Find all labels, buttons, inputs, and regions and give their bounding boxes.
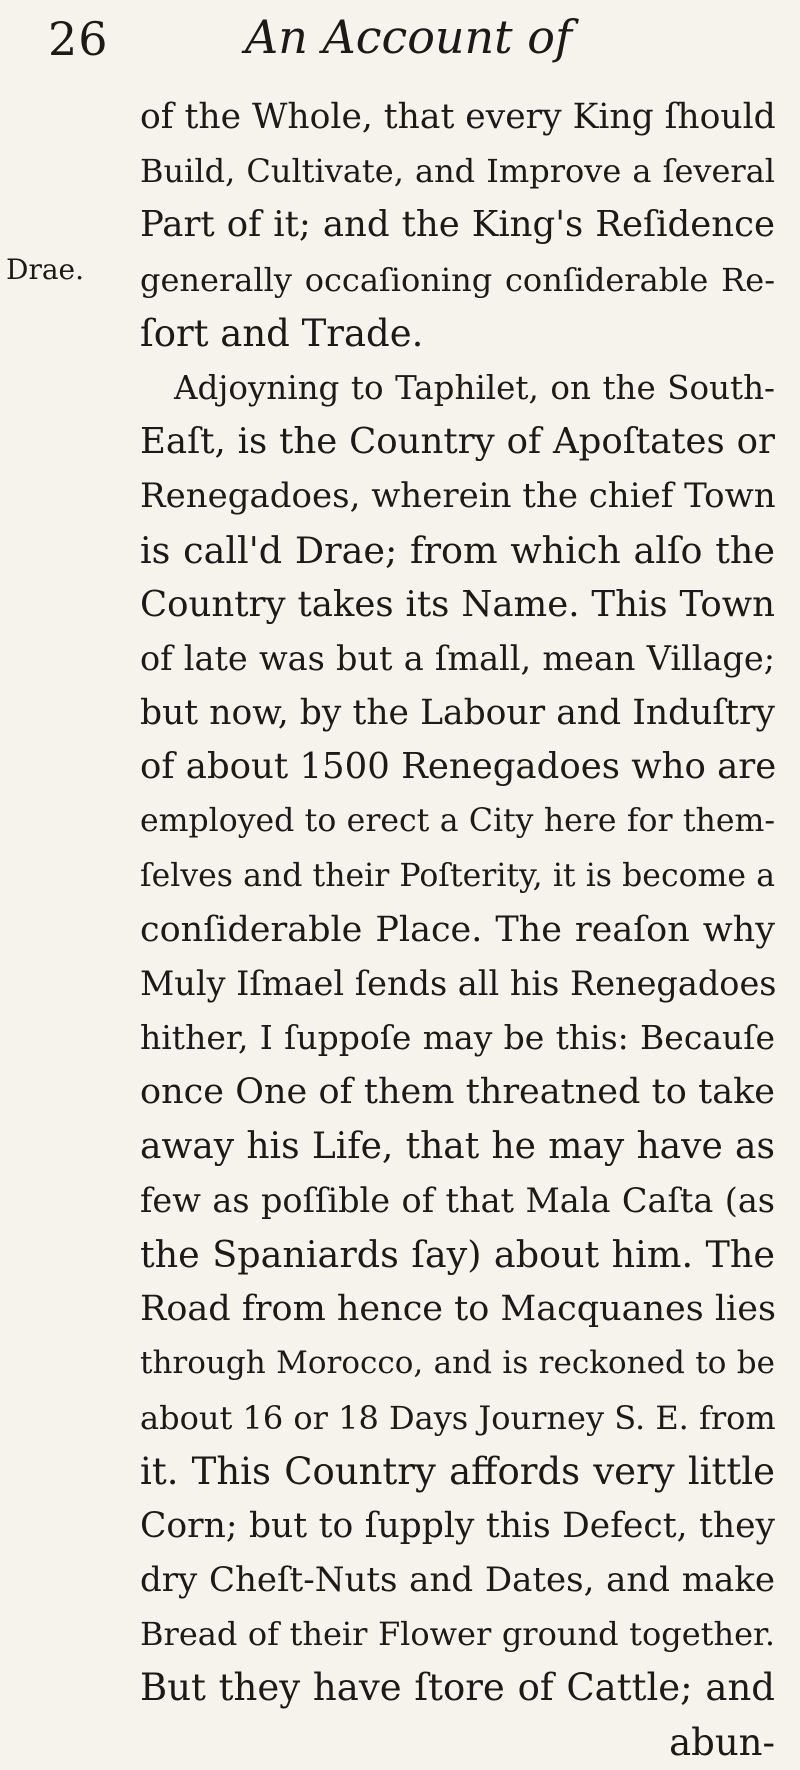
- text-line: Adjoyning to Taphilet, on the South-: [174, 368, 775, 407]
- page-number: 26: [48, 12, 109, 66]
- text-line: of about 1500 Renegadoes who are: [140, 746, 777, 788]
- text-line: Build, Cultivate, and Improve a ſeveral: [140, 152, 775, 191]
- text-line: once One of them threatned to take: [140, 1072, 775, 1113]
- text-line: employed to erect a City here for them-: [140, 803, 775, 840]
- text-line: Corn; but to ſupply this Defect, they: [140, 1505, 775, 1546]
- text-line: of the Whole, that every King ſhould: [140, 97, 776, 137]
- text-line: through Morocco, and is reckoned to be: [140, 1345, 775, 1382]
- catchword: abun-: [669, 1720, 775, 1764]
- text-line: away his Life, that he may have as: [140, 1125, 775, 1167]
- text-line: ſelves and their Poſterity, it is become a: [140, 857, 775, 894]
- text-line: ſort and Trade.: [140, 311, 424, 355]
- body-text: [140, 90, 775, 1770]
- text-line: Eaſt, is the Country of Apoſtates or: [140, 421, 775, 463]
- text-line: is call'd Drae; from which alſo the: [140, 528, 775, 572]
- text-line: Road from hence to Macquanes lies: [140, 1289, 776, 1330]
- text-line: Bread of their Flower ground together.: [140, 1615, 775, 1654]
- text-line: but now, by the Labour and Induſtry: [140, 693, 775, 734]
- text-line: Country takes its Name. This Town: [140, 583, 775, 625]
- text-line: dry Cheſt-Nuts and Dates, and make: [140, 1560, 775, 1601]
- text-line: But they have ſtore of Cattle; and: [140, 1666, 775, 1710]
- margin-note: Drae.: [6, 253, 84, 286]
- text-line: Muly Iſmael ſends all his Renegadoes: [140, 964, 777, 1003]
- text-line: generally occaſioning conſiderable Re-: [140, 260, 775, 299]
- text-line: Part of it; and the King's Reſidence: [140, 204, 775, 246]
- text-line: hither, I ſuppoſe may be this: Becauſe: [140, 1018, 775, 1058]
- text-line: few as poſſible of that Mala Caſta (as: [140, 1180, 775, 1220]
- text-line: of late was but a ſmall, mean Village;: [140, 638, 775, 678]
- text-line: it. This Country affords very little: [140, 1449, 775, 1493]
- running-title: An Account of: [245, 10, 572, 64]
- text-line: the Spaniards ſay) about him. The: [140, 1232, 775, 1276]
- text-line: Renegadoes, wherein the chief Town: [140, 476, 776, 517]
- text-line: about 16 or 18 Days Journey S. E. from: [140, 1398, 776, 1437]
- text-line: conſiderable Place. The reaſon why: [140, 909, 775, 950]
